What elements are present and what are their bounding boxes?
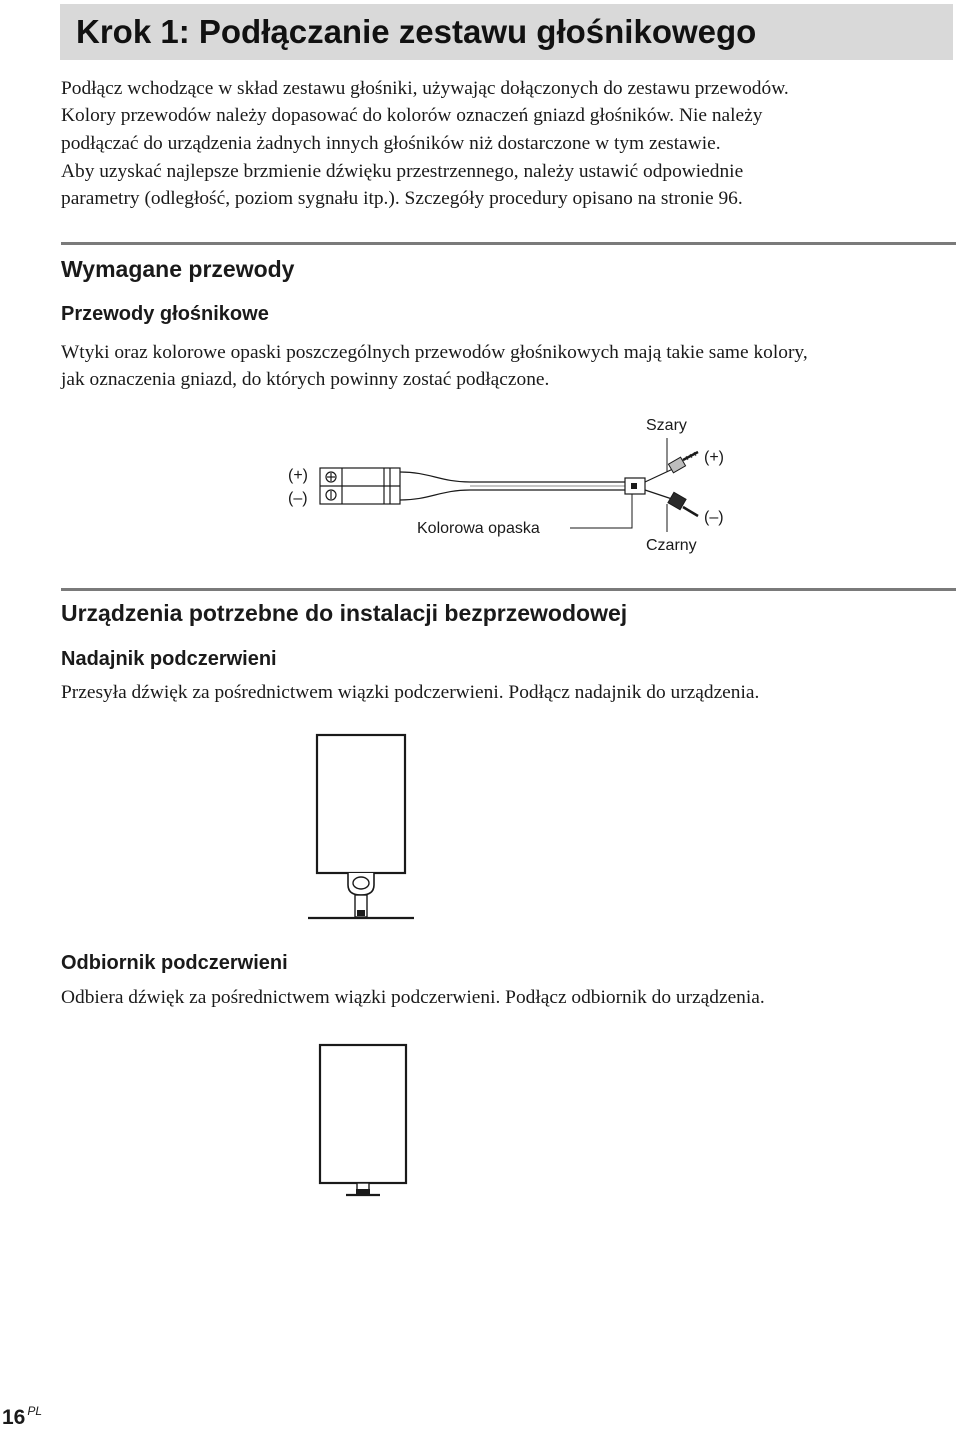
speaker-cable-figure [280, 410, 740, 560]
minus-label-left: (–) [288, 490, 308, 507]
subheading-ir-transmitter: Nadajnik podczerwieni [61, 648, 277, 670]
subheading-ir-receiver: Odbiornik podczerwieni [61, 952, 288, 974]
black-label: Czarny [646, 537, 697, 554]
section-divider [61, 242, 956, 245]
ir-transmitter-icon [300, 725, 420, 930]
intro-line: Kolory przewodów należy dopasować do kolorów oznaczeń gniazd głośników. Nie należy [61, 105, 763, 127]
intro-line: Podłącz wchodzące w skład zestawu głośniki, używając dołączonych do zestawu przewodów. [61, 78, 789, 99]
subheading-speaker-cables: Przewody głośnikowe [61, 303, 269, 325]
intro-line: podłączać do urządzenia żadnych innych głośników niż dostarczone w tym zestawie. [61, 132, 721, 154]
black-plug-icon [668, 492, 698, 516]
cables-paragraph [61, 339, 808, 394]
connector-plug-icon [320, 468, 400, 504]
intro-line: parametry (odległość, poziom sygnału itp.). Szczegóły procedury opisano na stronie 96. [61, 188, 743, 210]
intro-paragraph-1 [61, 75, 789, 157]
cables-line: Wtyki oraz kolorowe opaski poszczególnych przewodów głośnikowych mają takie same kolory, [61, 342, 808, 363]
gray-label: Szary [646, 417, 687, 434]
plus-label-right: (+) [704, 449, 724, 466]
cables-line: jak oznaczenia gniazd, do których powinny zostać podłączone. [61, 369, 550, 391]
intro-line: Aby uzyskać najlepsze brzmienie dźwięku przestrzennego, należy ustawić odpowiednie [61, 161, 744, 182]
section-heading-cables: Wymagane przewody [61, 256, 295, 282]
page-number-value: 16 [2, 1406, 26, 1429]
tube-leader-line [570, 494, 632, 528]
ir-receiver-icon [300, 1035, 420, 1205]
section-heading-wireless: Urządzenia potrzebne do instalacji bezprzewodowej [61, 600, 628, 626]
page-language: PL [27, 1404, 43, 1418]
minus-label-right: (–) [704, 509, 724, 526]
page-number [2, 1404, 42, 1430]
section-divider [61, 588, 956, 591]
title-bar [60, 4, 953, 60]
page-title: Krok 1: Podłączanie zestawu głośnikowego [76, 13, 757, 50]
intro-paragraph-2 [61, 158, 743, 213]
colored-tube-label: Kolorowa opaska [417, 520, 540, 537]
gray-plug-icon [668, 452, 698, 473]
receiver-paragraph: Odbiera dźwięk za pośrednictwem wiązki podczerwieni. Podłącz odbiornik do urządzenia. [61, 987, 765, 1008]
cable-wire-icon [400, 468, 675, 500]
plus-label-left: (+) [288, 467, 308, 484]
transmitter-paragraph: Przesyła dźwięk za pośrednictwem wiązki podczerwieni. Podłącz nadajnik do urządzenia. [61, 682, 760, 703]
